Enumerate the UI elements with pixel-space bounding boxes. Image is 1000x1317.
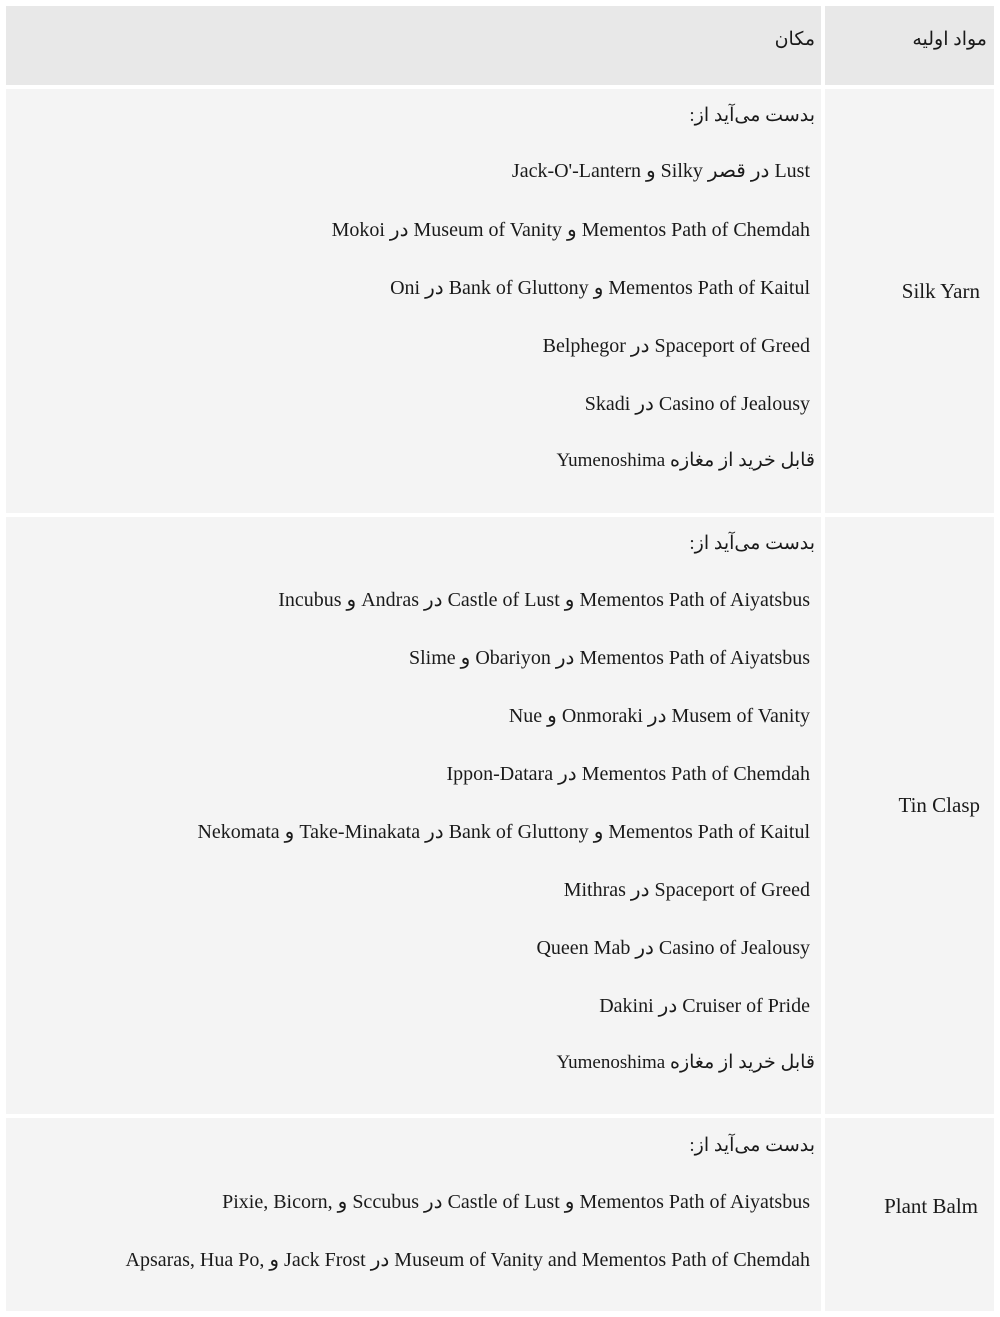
header-location: مکان bbox=[774, 29, 815, 50]
location-line: Pixie, Bicorn, و Sccubus در Castle of Lust و Mementos Path of Aiyatsbus bbox=[222, 1191, 810, 1213]
location-line: قابل خرید از مغازه Yumenoshima bbox=[556, 450, 815, 471]
location-line: Skadi در Casino of Jealousy bbox=[584, 393, 810, 415]
location-line: Mithras در Spaceport of Greed bbox=[563, 879, 810, 901]
location-line: بدست می‌آید از: bbox=[689, 1135, 815, 1156]
location-line: بدست می‌آید از: bbox=[689, 105, 815, 126]
material-name: Plant Balm bbox=[884, 1194, 978, 1218]
location-line: Mokoi در Museum of Vanity و Mementos Path of Chemdah bbox=[331, 219, 810, 241]
location-line: Ippon-Datara در Mementos Path of Chemdah bbox=[446, 763, 810, 785]
header-location-cell bbox=[6, 6, 821, 85]
material-cell-silk-yarn bbox=[825, 89, 994, 513]
location-line: Queen Mab در Casino of Jealousy bbox=[536, 937, 810, 959]
location-line: Slime و Obariyon در Mementos Path of Aiyatsbus bbox=[408, 647, 810, 669]
header-material-cell bbox=[825, 6, 994, 85]
location-line: Apsaras, Hua Po, و Jack Frost در Museum of Vanity and Mementos Path of Chemdah bbox=[125, 1249, 810, 1271]
material-cell-plant-balm bbox=[825, 1118, 994, 1311]
location-line: Jack-O'-Lantern و Silky در قصر Lust bbox=[511, 160, 810, 182]
location-line: Nekomata و Take-Minakata در Bank of Gluttony و Mementos Path of Kaitul bbox=[197, 821, 810, 843]
location-line: Dakini در Cruiser of Pride bbox=[599, 995, 810, 1017]
header-material: مواد اولیه bbox=[912, 29, 987, 50]
location-line: بدست می‌آید از: bbox=[689, 533, 815, 554]
material-cell-tin-clasp bbox=[825, 517, 994, 1114]
location-line: قابل خرید از مغازه Yumenoshima bbox=[556, 1052, 815, 1073]
material-name: Silk Yarn bbox=[901, 279, 980, 303]
location-line: Nue و Onmoraki در Musem of Vanity bbox=[508, 705, 810, 727]
material-name: Tin Clasp bbox=[898, 793, 980, 817]
location-line: Incubus و Andras در Castle of Lust و Mementos Path of Aiyatsbus bbox=[278, 589, 810, 611]
location-line: Oni در Bank of Gluttony و Mementos Path of Kaitul bbox=[390, 277, 810, 299]
location-line: Belphegor در Spaceport of Greed bbox=[542, 335, 810, 357]
